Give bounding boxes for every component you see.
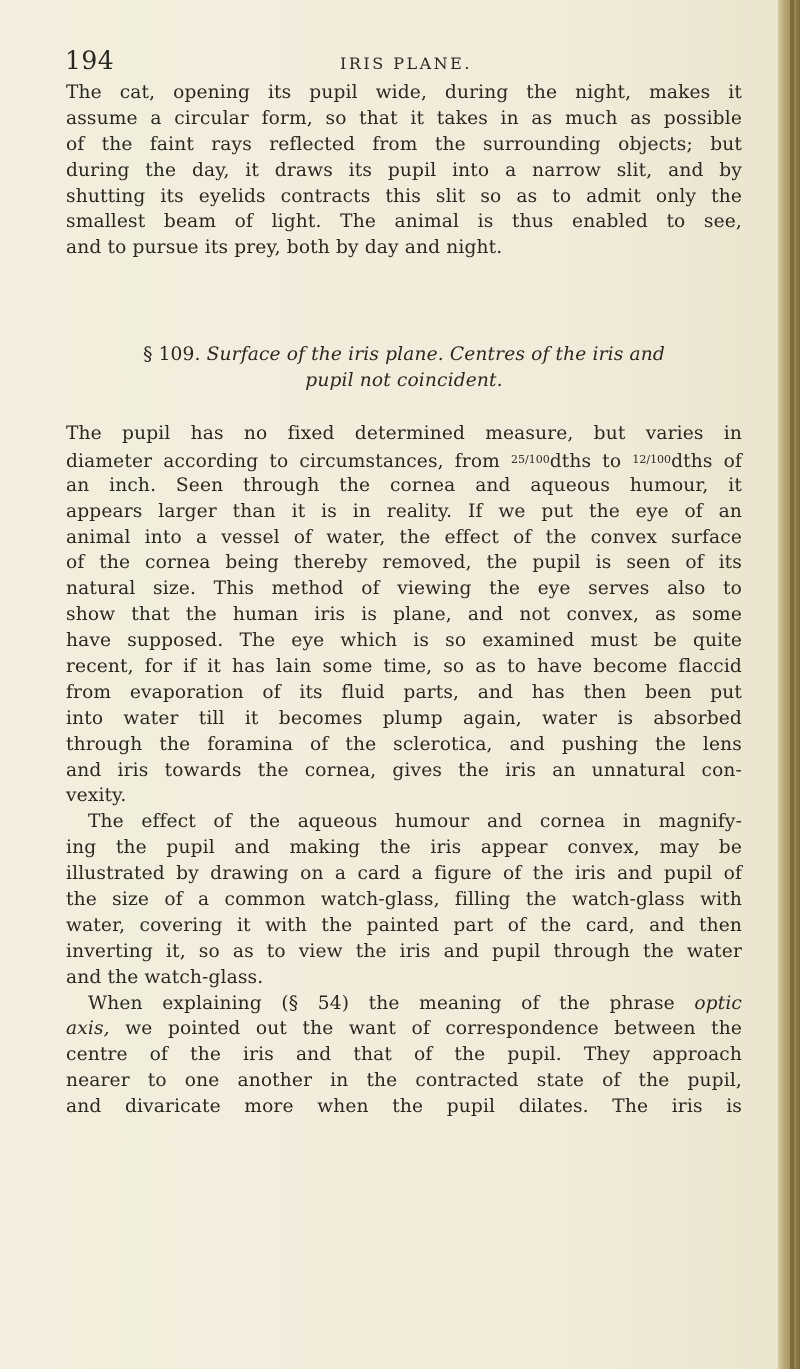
text-line: of the faint rays reflected from the surrounding objects; but (66, 133, 742, 155)
text-line (66, 1016, 742, 1042)
text-line: during the day, it draws its pupil into a narrow slit, and by (66, 159, 742, 181)
page-edge-binding (778, 0, 800, 1369)
text-fragment: we pointed out the want of correspondence between the (109, 1018, 742, 1040)
text-line: smallest beam of light. The animal is thus enabled to see, (66, 211, 742, 233)
text-line: an inch. Seen through the cornea and aqueous humour, it (66, 474, 742, 496)
text-line: nearer to one another in the contracted state of the pupil, (66, 1070, 742, 1092)
section-number: § 109. (143, 344, 201, 365)
text-line: have supposed. The eye which is so examined must be quite (66, 630, 742, 652)
text-line: centre of the iris and that of the pupil. They approach (66, 1044, 742, 1066)
paragraph-cat-pupil (66, 80, 742, 261)
text-line: into water till it becomes plump again, water is absorbed (66, 707, 742, 729)
text-line: natural size. This method of viewing the eye serves also to (66, 578, 742, 600)
text-line: the size of a common watch-glass, filling the watch-glass with (66, 889, 742, 911)
text-line: of the cornea being thereby removed, the pupil is seen of its (66, 552, 742, 574)
text-line: water, covering it with the painted part of the card, and then (66, 914, 742, 936)
section-title-line2: pupil not coincident. (305, 369, 503, 391)
text-line (66, 991, 742, 1017)
paragraph-pupil-measure (66, 421, 742, 1120)
text-line: and divaricate more when the pupil dilates. The iris is (66, 1096, 742, 1118)
text-fragment: diameter according to circumstances, from (66, 450, 512, 472)
text-fragment: When explaining (§ 54) the meaning of the phrase (88, 992, 695, 1014)
text-line: from evaporation of its fluid parts, and has then been put (66, 681, 742, 703)
running-head: IRIS PLANE. (340, 54, 472, 73)
text-line: and the watch-glass. (66, 966, 264, 988)
text-line: and iris towards the cornea, gives the iris an unnatural con- (66, 759, 742, 781)
text-line: assume a circular form, so that it takes in as much as possible (66, 107, 742, 129)
italic-term-axis: axis, (66, 1018, 110, 1040)
text-fragment: dths to (549, 450, 633, 472)
page-number: 194 (65, 46, 115, 75)
section-heading (66, 342, 742, 394)
section-heading-line1 (66, 342, 742, 368)
fraction-12-100: 12/100 (632, 452, 672, 466)
text-line-fractions (66, 447, 742, 473)
text-line: and to pursue its prey, both by day and night. (66, 237, 503, 259)
text-line: recent, for if it has lain some time, so as to have become flaccid (66, 656, 742, 678)
text-line: appears larger than it is in reality. If we put the eye of an (66, 500, 742, 522)
text-line: inverting it, so as to view the iris and pupil through the water (66, 940, 742, 962)
text-line: shutting its eyelids contracts this slit so as to admit only the (66, 185, 742, 207)
section-title: Surface of the iris plane. Centres of the iris and (206, 344, 665, 365)
text-line: The cat, opening its pupil wide, during the night, makes it (66, 82, 742, 103)
text-fragment: dths of (671, 450, 743, 472)
text-line: animal into a vessel of water, the effect of the convex surface (66, 526, 742, 548)
text-line: The pupil has no fixed determined measure, but varies in (66, 423, 742, 444)
page-edge-shadow (790, 0, 794, 1369)
text-line: The effect of the aqueous humour and cornea in magnify- (88, 811, 742, 833)
text-line: vexity. (66, 785, 127, 807)
fraction-25-100: 25/100 (511, 452, 550, 466)
text-line: illustrated by drawing on a card a figure of the iris and pupil of (66, 863, 742, 885)
italic-term-optic: optic (694, 992, 742, 1014)
text-line: ing the pupil and making the iris appear convex, may be (66, 837, 742, 859)
text-line: through the foramina of the sclerotica, and pushing the lens (66, 733, 742, 755)
text-line: show that the human iris is plane, and not convex, as some (66, 604, 742, 626)
